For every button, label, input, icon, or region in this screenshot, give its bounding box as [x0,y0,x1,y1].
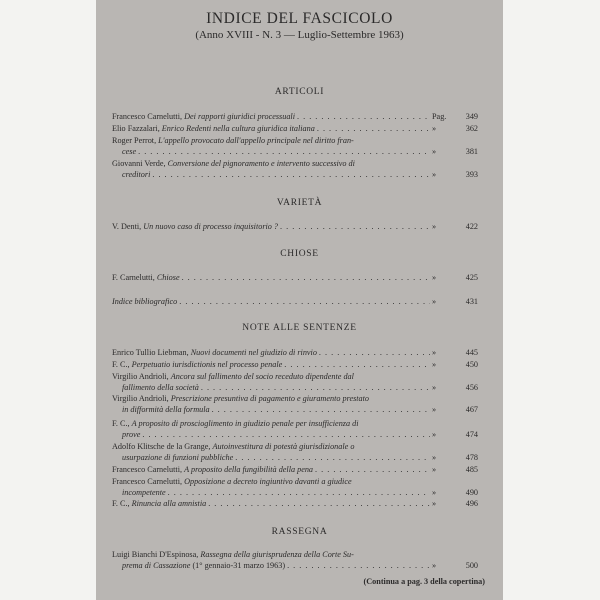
entry-page-mark: » [432,348,437,357]
entry-page: 445 [465,348,478,357]
entry-page-mark: » [432,499,437,508]
entry-page-mark: » [432,465,437,474]
entry-page: 496 [465,499,478,508]
entry-page: 393 [465,170,478,179]
leader-dots [315,464,430,475]
entry-page: 349 [465,112,478,121]
entry-page-mark: » [432,124,437,133]
page-title: INDICE DEL FASCICOLO [206,10,393,27]
journal-page [96,0,503,600]
entry-page: 478 [465,453,478,462]
entry-title-cont: cese [122,147,137,156]
section-rassegna: RASSEGNA [271,527,328,537]
entry-title-cont: prema di Cassazione [122,561,191,570]
entry-page: 425 [465,273,478,282]
left-margin [0,0,96,600]
entry-author: Elio Fazzalari, [112,124,160,133]
entry-title: Indice bibliografico [112,297,178,306]
entry-page-mark: » [432,147,437,156]
entry-page: 500 [465,561,478,570]
entry-author: Adolfo Klitsche de la Grange, [112,442,211,451]
entry-title: Opposizione a decreto ingiuntivo davanti a giudice [184,477,352,486]
entry-title-cont: usurpazione di funzioni pubbliche [122,453,234,462]
entry-page-mark: » [432,360,437,369]
entry-title: A proposito della fungibilità della pena [184,465,314,474]
leader-dots [179,296,430,307]
entry-page: 450 [465,360,478,369]
leader-dots [142,429,430,440]
entry-title: Autoinvestitura di potestà giurisdizionale o [212,442,355,451]
entry-author: F. C., [112,419,130,428]
entry-page: 456 [465,383,478,392]
entry-author: Francesco Carnelutti, [112,477,183,486]
section-varieta: VARIETÀ [276,198,323,208]
toc-entry [112,272,478,283]
toc-entry [112,221,478,232]
entry-page-mark: » [432,170,437,179]
entry-page-mark: » [432,405,437,414]
toc-entry [112,158,478,180]
entry-page-mark: » [432,561,437,570]
toc-entry [112,393,478,415]
page-subtitle: (Anno XVIII - N. 3 — Luglio-Settembre 1963) [195,29,404,41]
entry-author: Enrico Tullio Liebman, [112,348,189,357]
entry-title: L'appello provocato dall'appello principale nel diritto fran- [158,136,354,145]
entry-page: 431 [465,297,478,306]
entry-page-mark: » [432,273,437,282]
toc-entry [112,418,478,440]
entry-title-cont: creditori [122,170,151,179]
entry-title: Un nuovo caso di processo inquisitorio ? [143,222,279,231]
leader-dots [287,560,430,571]
toc-entry [112,347,478,358]
toc-entry [112,111,478,122]
entry-author: F. C., [112,499,130,508]
toc-entry [112,123,478,134]
section-note-alle-sentenze: NOTE ALLE SENTENZE [242,323,357,333]
entry-title: Rinuncia alla amnistia [131,499,207,508]
toc-entry [112,359,478,370]
right-margin [503,0,600,600]
entry-author: Roger Perrot, [112,136,157,145]
entry-author: Giovanni Verde, [112,159,166,168]
entry-author: Luigi Bianchi D'Espinosa, [112,550,199,559]
entry-page: 362 [465,124,478,133]
entry-title: A proposito di proscioglimento in giudizio penale per insufficienza di [131,419,359,428]
leader-dots [208,498,430,509]
continuation-note: (Continua a pag. 3 della copertina) [363,577,485,586]
toc-entry [112,476,478,498]
entry-author: V. Denti, [112,222,142,231]
toc-entry [112,296,478,307]
entry-page: 485 [465,465,478,474]
entry-title: Prescrizione presuntiva di pagamento e giuramento prestato [170,394,370,403]
entry-page: 422 [465,222,478,231]
entry-page-mark: » [432,430,437,439]
entry-title: Rassegna della giurisprudenza della Corte Su- [200,550,354,559]
entry-title-cont: in difformità della formula [122,405,210,414]
entry-author: F. Carnelutti, [112,273,155,282]
entry-title: Nuovi documenti nel giudizio di rinvio [190,348,317,357]
entry-page: 490 [465,488,478,497]
toc-entry [112,498,478,509]
leader-dots [297,111,430,122]
entry-title: Conversione del pignoramento e intervento successivo di [167,159,355,168]
entry-author: Virgilio Andrioli, [112,394,169,403]
leader-dots [138,146,430,157]
entry-page-mark: » [432,297,437,306]
leader-dots [212,404,430,415]
entry-title-cont: incompetente [122,488,166,497]
entry-page-mark: » [432,383,437,392]
entry-title: Chiose [156,273,180,282]
entry-title-cont: prove [122,430,141,439]
entry-page-mark: » [432,488,437,497]
leader-dots [182,272,430,283]
entry-title-date: (1° gennaio-31 marzo 1963) [192,561,286,570]
entry-page-mark: » [432,453,437,462]
toc-entry [112,135,478,157]
leader-dots [284,359,430,370]
leader-dots [235,452,430,463]
leader-dots [201,382,430,393]
entry-title: Perpetuatio iurisdictionis nel processo penale [131,360,283,369]
toc-entry [112,371,478,393]
entry-title-cont: fallimento della società [122,383,199,392]
leader-dots [317,123,430,134]
entry-title: Dei rapporti giuridici processuali [184,112,295,121]
leader-dots [152,169,430,180]
entry-title: Enrico Redenti nella cultura giuridica italiana [161,124,315,133]
entry-title: Ancora sul fallimento del socio receduto dipendente dal [170,372,354,381]
section-chiose: CHIOSE [280,249,319,259]
entry-author: Virgilio Andrioli, [112,372,169,381]
entry-author: Francesco Carnelutti, [112,112,183,121]
entry-page: 474 [465,430,478,439]
entry-page-mark: Pag. [432,112,447,121]
entry-author: F. C., [112,360,130,369]
entry-page: 381 [465,147,478,156]
leader-dots [319,347,430,358]
toc-entry [112,549,478,571]
section-articoli: ARTICOLI [274,87,325,97]
leader-dots [280,221,430,232]
entry-author: Francesco Carnelutti, [112,465,183,474]
toc-entry [112,464,478,475]
toc-entry [112,441,478,463]
entry-page-mark: » [432,222,437,231]
leader-dots [168,487,430,498]
entry-page: 467 [465,405,478,414]
